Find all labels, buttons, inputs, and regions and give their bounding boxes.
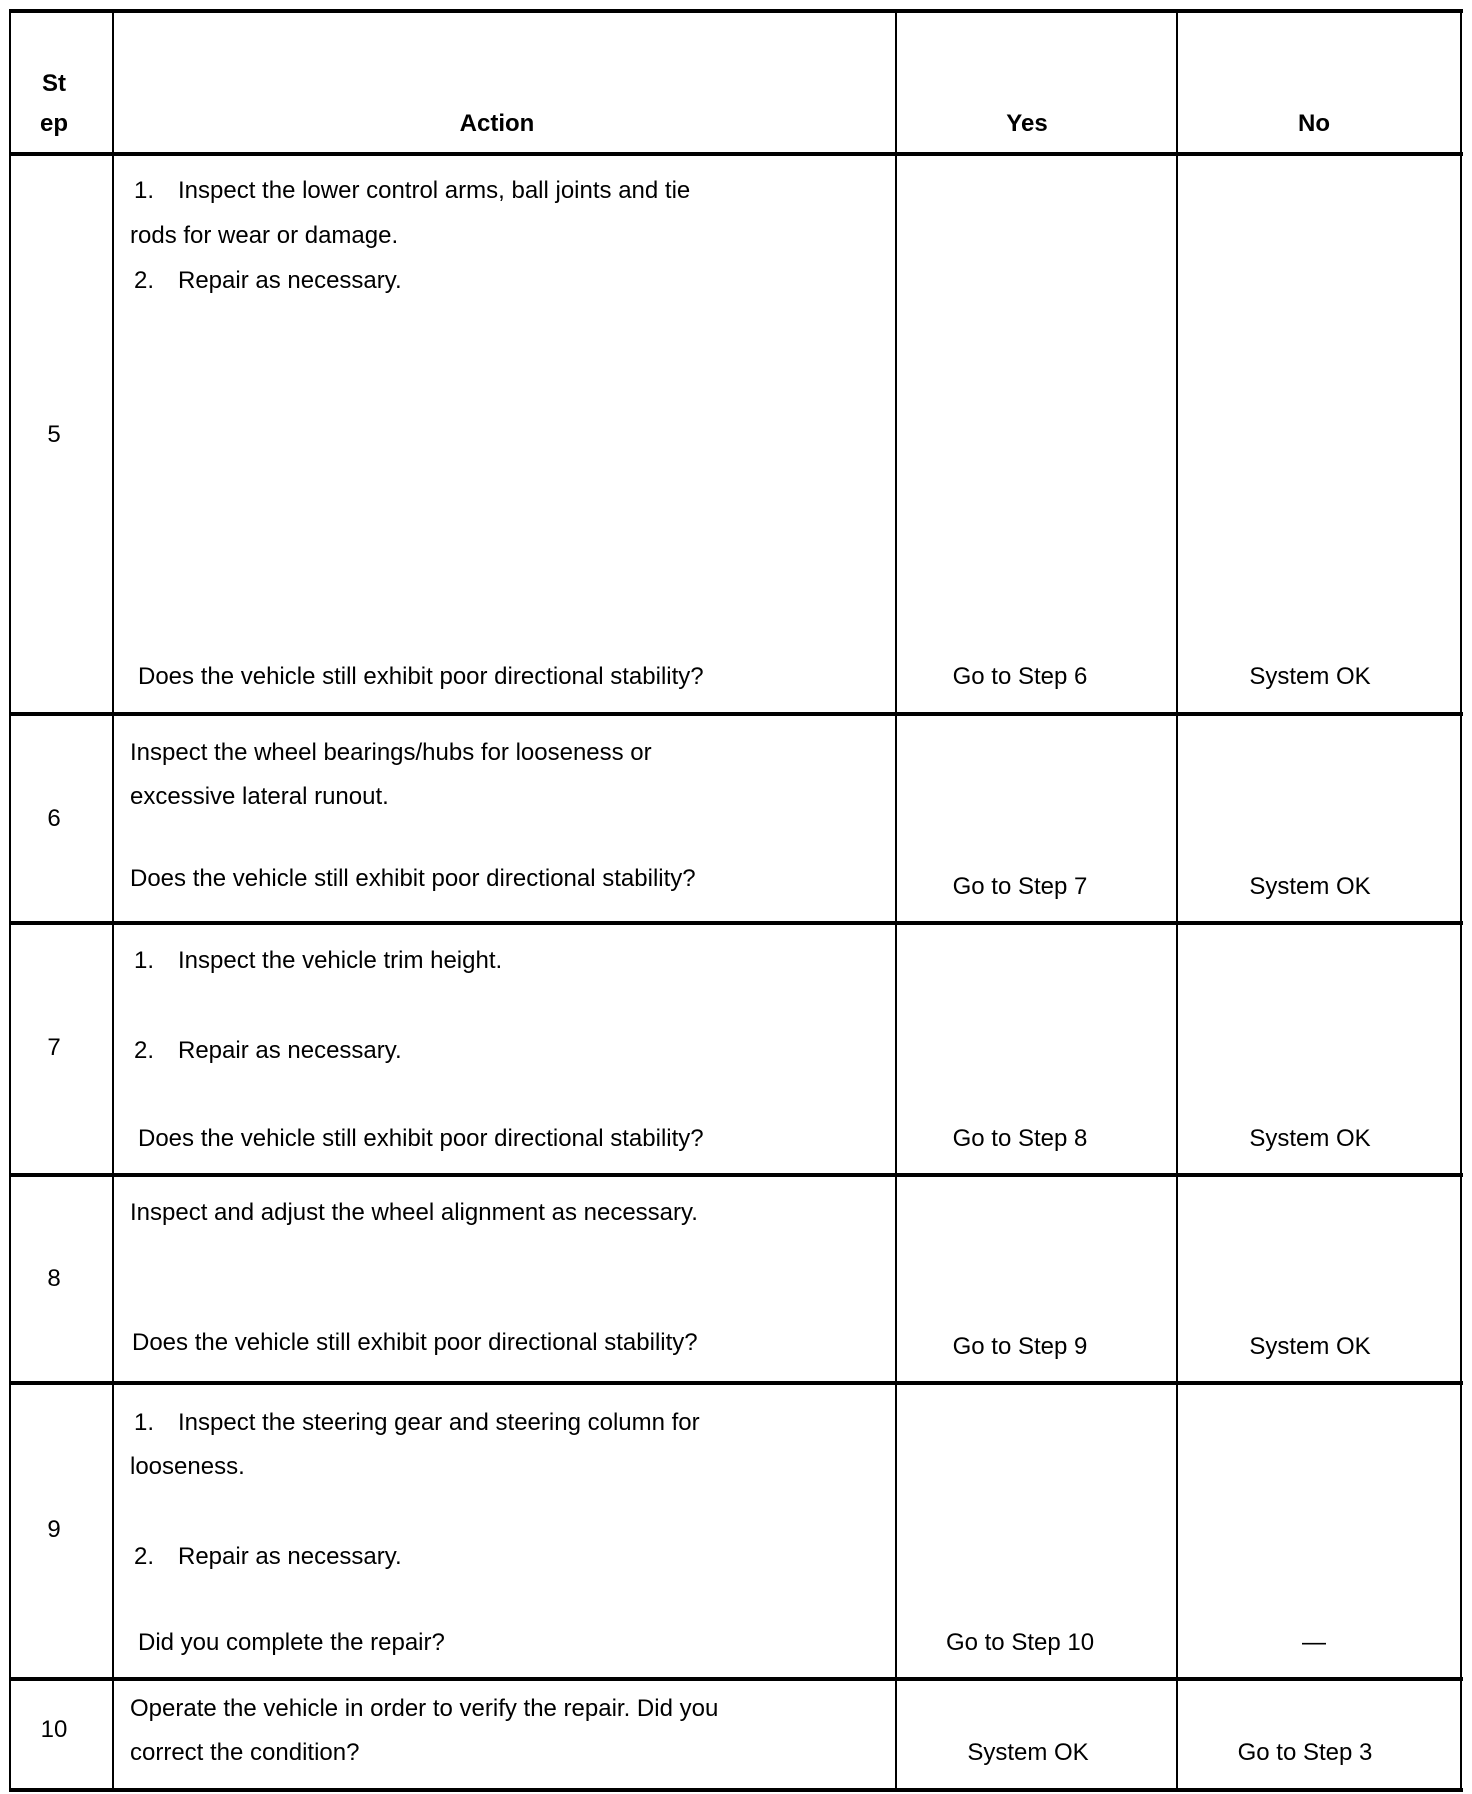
question-text: Does the vehicle still exhibit poor directional stability?: [138, 1125, 704, 1152]
step-number: 8: [47, 1265, 61, 1292]
action-text: looseness.: [130, 1453, 245, 1480]
list-number: 1.: [134, 947, 155, 974]
header-no: No: [1298, 110, 1330, 137]
action-text: Repair as necessary.: [178, 1037, 402, 1064]
column-divider: [112, 11, 114, 1792]
question-text: Does the vehicle still exhibit poor directional stability?: [130, 865, 696, 892]
action-text: Inspect the vehicle trim height.: [178, 947, 503, 974]
column-divider: [1176, 11, 1178, 1792]
step-number: 10: [40, 1716, 68, 1743]
row-divider: [9, 1381, 1463, 1385]
question-text: Does the vehicle still exhibit poor directional stability?: [132, 1329, 698, 1356]
no-result: System OK: [1249, 873, 1371, 900]
column-divider: [9, 11, 11, 1792]
row-divider: [9, 1677, 1463, 1681]
yes-result: Go to Step 10: [945, 1629, 1095, 1656]
action-text: Inspect the wheel bearings/hubs for looseness or: [130, 739, 652, 766]
no-result: System OK: [1249, 1333, 1371, 1360]
no-result: Go to Step 3: [1237, 1739, 1373, 1766]
yes-result: Go to Step 9: [952, 1333, 1088, 1360]
yes-result: Go to Step 6: [952, 663, 1088, 690]
step-number: 9: [47, 1516, 61, 1543]
step-number: 5: [47, 421, 61, 448]
row-divider: [9, 712, 1463, 716]
list-number: 2.: [134, 267, 155, 294]
question-text: Did you complete the repair?: [138, 1629, 445, 1656]
row-divider: [9, 921, 1463, 925]
no-result: System OK: [1249, 1125, 1371, 1152]
action-text: Inspect the lower control arms, ball joints and tie: [178, 177, 691, 204]
action-text: rods for wear or damage.: [130, 222, 399, 249]
yes-result: System OK: [967, 1739, 1089, 1766]
list-number: 1.: [134, 1409, 155, 1436]
step-number: 7: [47, 1034, 61, 1061]
list-number: 2.: [134, 1037, 155, 1064]
header-yes: Yes: [1006, 110, 1048, 137]
yes-result: Go to Step 8: [952, 1125, 1088, 1152]
action-text: Operate the vehicle in order to verify the repair. Did you: [130, 1695, 719, 1722]
table-border-top: [9, 9, 1463, 13]
row-divider: [9, 1173, 1463, 1177]
column-divider: [1460, 11, 1462, 1792]
no-result: System OK: [1249, 663, 1371, 690]
question-text: Does the vehicle still exhibit poor directional stability?: [138, 663, 704, 690]
action-text: Repair as necessary.: [178, 1543, 402, 1570]
row-divider: [9, 152, 1463, 156]
action-text: Repair as necessary.: [178, 267, 402, 294]
header-step: St: [42, 70, 66, 97]
header-step: ep: [39, 110, 69, 137]
yes-result: Go to Step 7: [952, 873, 1088, 900]
step-number: 6: [47, 805, 61, 832]
list-number: 2.: [134, 1543, 155, 1570]
list-number: 1.: [134, 177, 155, 204]
header-action: Action: [459, 110, 535, 137]
action-text: correct the condition?: [130, 1739, 360, 1766]
column-divider: [895, 11, 897, 1792]
action-text: excessive lateral runout.: [130, 783, 389, 810]
table-border-bottom: [9, 1788, 1463, 1792]
action-text: Inspect the steering gear and steering column for: [178, 1409, 700, 1436]
action-text: Inspect and adjust the wheel alignment as necessary.: [130, 1199, 698, 1226]
no-result: —: [1302, 1629, 1326, 1656]
